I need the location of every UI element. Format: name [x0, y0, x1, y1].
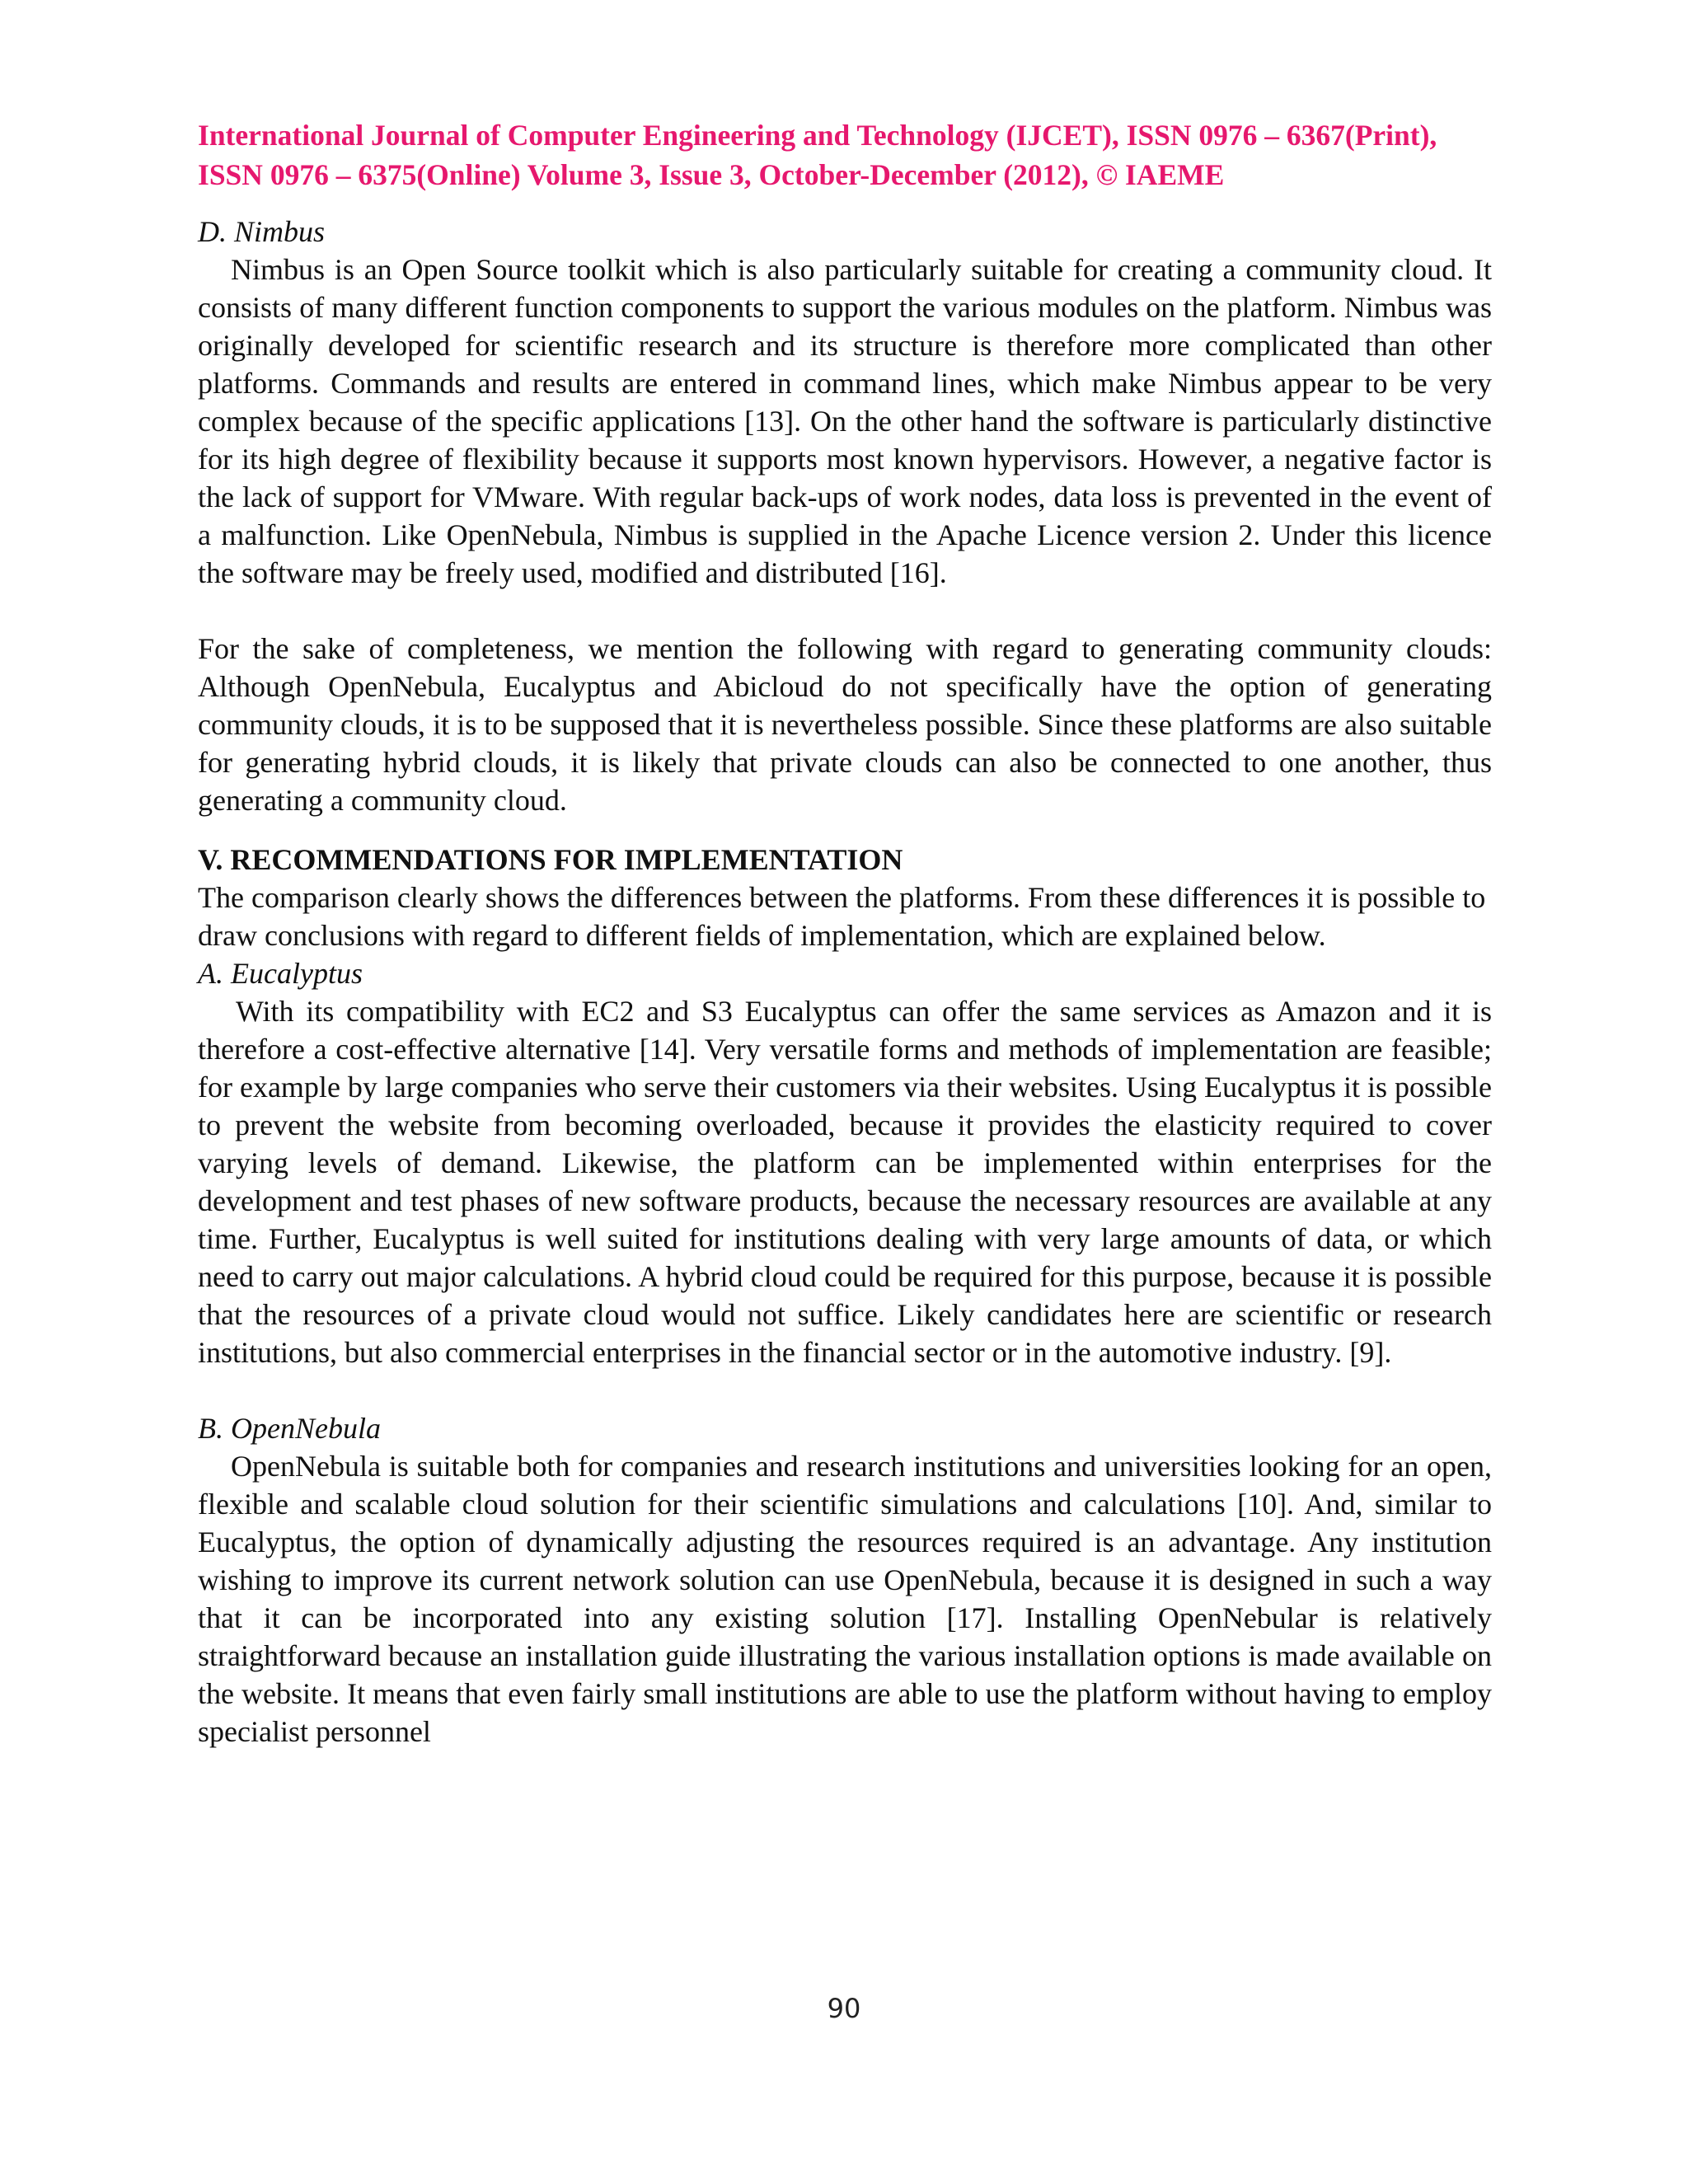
- opennebula-paragraph: OpenNebula is suitable both for companies and research institutions and universities looking for an open, flexible and scalable cloud solution for their scientific simulations and calculations [10]. And, similar to Eucalyptus, the option of dynamically adjusting the resources required is an advantage. Any institution wishing to improve its current network solution can use OpenNebula, because it is designed in such a way that it can be incorporated into any existing solution [17]. Installing OpenNebular is relatively straightforward because an installation guide illustrating the various installation options is made available on the website. It means that even fairly small institutions are able to use the platform without having to employ specialist personnel: [198, 1450, 1492, 1748]
- completeness-paragraph: For the sake of completeness, we mention the following with regard to generating community clouds: Although OpenNebula, Eucalyptus and Abicloud do not specifically have the option of generating community clouds, it is to be supposed that it is nevertheless possible. Since these platforms are also suitable for generating hybrid clouds, it is likely that private clouds can also be connected to one another, thus generating a community cloud.: [198, 632, 1492, 817]
- eucalyptus-paragraph: With its compatibility with EC2 and S3 Eucalyptus can offer the same services as Amazon and it is therefore a cost-effective alternative [14]. Very versatile forms and methods of implementation are feasible; for example by large companies who serve their customers via their websites. Using Eucalyptus it is possible to prevent the website from becoming overloaded, because it provides the elasticity required to cover varying levels of demand. Likewise, the platform can be implemented within enterprises for the development and test phases of new software products, because the necessary resources are available at any time. Further, Eucalyptus is well suited for institutions dealing with very large amounts of data, or which need to carry out major calculations. A hybrid cloud could be required for this purpose, because it is possible that the resources of a private cloud would not suffice. Likely candidates here are scientific or research institutions, but also commercial enterprises in the financial sector or in the automotive industry. [9].: [198, 995, 1492, 1369]
- eucalyptus-heading: A. Eucalyptus: [198, 957, 363, 990]
- nimbus-heading: D. Nimbus: [198, 215, 326, 248]
- journal-header-line-1: International Journal of Computer Engineering and Technology (IJCET), ISSN 0976 – 6367(Print),: [198, 119, 1437, 152]
- journal-header-line-2: ISSN 0976 – 6375(Online) Volume 3, Issue 3, October-December (2012), © IAEME: [198, 158, 1225, 191]
- page-content: [198, 115, 1492, 1750]
- section-heading-recommendations: V. RECOMMENDATIONS FOR IMPLEMENTATION: [198, 843, 903, 876]
- spacer: [198, 819, 1492, 841]
- spacer: [198, 592, 1492, 630]
- nimbus-paragraph: Nimbus is an Open Source toolkit which is also particularly suitable for creating a community cloud. It consists of many different function components to support the various modules on the platform. Nimbus was originally developed for scientific research and its structure is therefore more complicated than other platforms. Commands and results are entered in command lines, which make Nimbus appear to be very complex because of the specific applications [13]. On the other hand the software is particularly distinctive for its high degree of flexibility because it supports most known hypervisors. However, a negative factor is the lack of support for VMware. With regular back-ups of work nodes, data loss is prevented in the event of a malfunction. Like OpenNebula, Nimbus is supplied in the Apache Licence version 2. Under this licence the software may be freely used, modified and distributed [16].: [198, 253, 1492, 589]
- spacer: [198, 1371, 1492, 1409]
- opennebula-heading: B. OpenNebula: [198, 1412, 381, 1445]
- journal-header: [198, 115, 1492, 194]
- recommendations-intro: The comparison clearly shows the differences between the platforms. From these differences it is possible to draw conclusions with regard to different fields of implementation, which are explained below.: [198, 881, 1486, 952]
- page-number: 90: [827, 1993, 861, 2024]
